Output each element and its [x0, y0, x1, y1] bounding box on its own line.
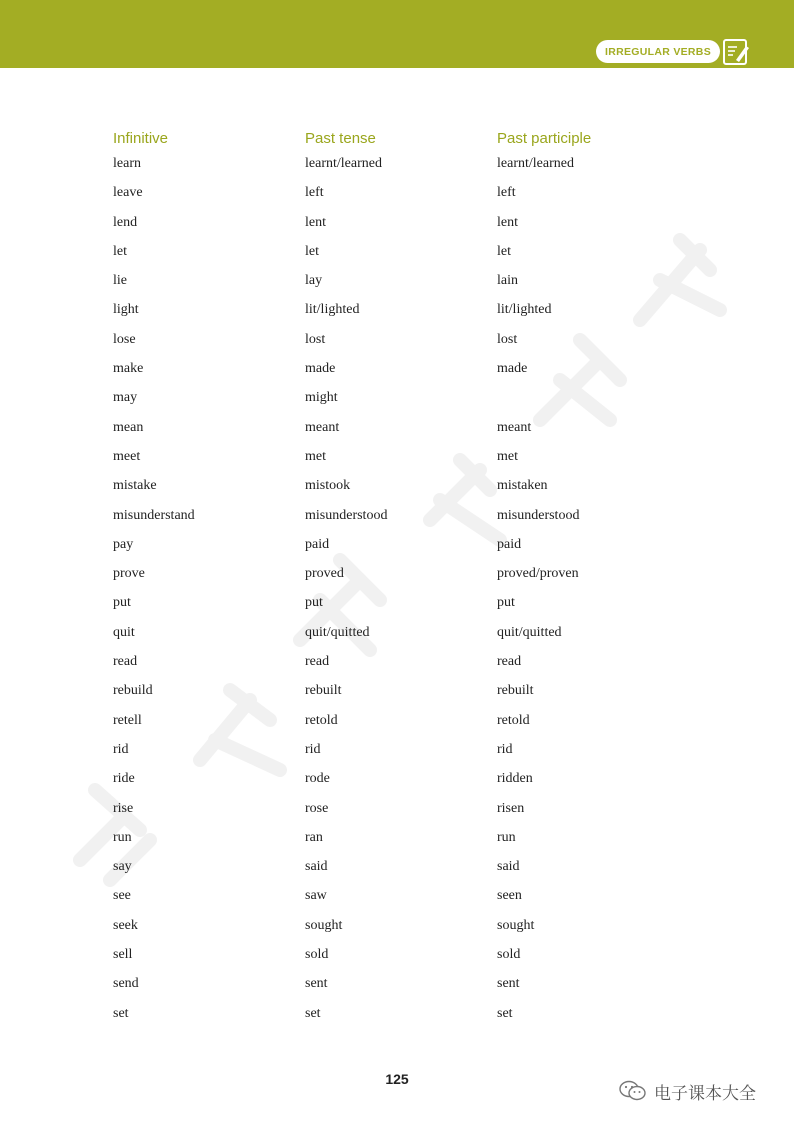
past-tense-cell: read [305, 654, 330, 670]
past-tense-cell: lay [305, 273, 323, 289]
past-tense-cell: said [305, 859, 328, 875]
past-participle-cell: let [497, 243, 511, 259]
infinitive-cell: rid [113, 741, 129, 757]
past-tense-cell: sent [305, 976, 328, 992]
past-participle-cell: left [497, 185, 516, 201]
infinitive-cell: run [113, 829, 132, 845]
infinitive-cell: seek [113, 917, 138, 933]
infinitive-cell: mean [113, 419, 144, 435]
past-participle-cell: lit/lighted [497, 302, 552, 318]
past-tense-cell: meant [305, 419, 340, 435]
infinitive-cell: send [113, 976, 139, 992]
infinitive-cell: prove [113, 566, 145, 582]
notebook-pencil-icon [722, 38, 750, 66]
infinitive-cell: retell [113, 712, 142, 728]
past-participle-cell: ridden [497, 771, 533, 787]
table-row [113, 566, 673, 595]
infinitive-cell: pay [113, 536, 134, 552]
past-participle-cell: retold [497, 712, 530, 728]
past-participle-cell: seen [497, 888, 522, 904]
infinitive-cell: see [113, 888, 131, 904]
column-header-infinitive: Infinitive [113, 130, 169, 147]
past-participle-cell: learnt/learned [497, 156, 574, 171]
past-tense-cell: lost [305, 331, 326, 347]
table-row [113, 625, 673, 654]
past-participle-cell: quit/quitted [497, 624, 562, 640]
past-tense-cell: rid [305, 741, 321, 757]
table-row [113, 361, 673, 390]
past-participle-cell: sent [497, 976, 520, 992]
past-participle-cell: set [497, 1005, 513, 1021]
infinitive-cell: set [113, 1005, 129, 1021]
table-row [113, 215, 673, 244]
column-header-past-tense: Past tense [305, 130, 376, 147]
table-row [113, 332, 673, 361]
past-participle-cell: said [497, 859, 520, 875]
table-row [113, 478, 673, 507]
table-row [113, 244, 673, 273]
past-tense-cell: paid [305, 536, 330, 552]
infinitive-cell: meet [113, 448, 141, 464]
past-participle-cell: rid [497, 741, 513, 757]
past-tense-cell: mistook [305, 478, 351, 494]
past-participle-cell: meant [497, 419, 532, 435]
infinitive-cell: say [113, 859, 132, 875]
infinitive-cell: misunderstand [113, 507, 195, 523]
past-tense-cell: ran [305, 829, 323, 845]
past-tense-cell: sold [305, 947, 329, 963]
table-row [113, 771, 673, 800]
past-tense-cell: let [305, 243, 319, 259]
table-row [113, 859, 673, 888]
infinitive-cell: lose [113, 331, 136, 347]
past-participle-cell: risen [497, 800, 525, 816]
infinitive-cell: lend [113, 214, 138, 230]
past-tense-cell: set [305, 1005, 321, 1021]
past-participle-cell: mistaken [497, 478, 548, 494]
source-credit [618, 1078, 756, 1104]
infinitive-cell: make [113, 361, 144, 377]
infinitive-cell: put [113, 595, 131, 611]
table-row [113, 595, 673, 624]
past-participle-cell: sought [497, 917, 535, 933]
page-number: 125 [385, 1071, 409, 1087]
table-row [113, 1006, 673, 1035]
infinitive-cell: light [113, 302, 139, 318]
infinitive-cell: lie [113, 273, 127, 289]
table-row [113, 683, 673, 712]
table-row [113, 537, 673, 566]
infinitive-cell: rise [113, 800, 134, 816]
past-participle-cell: read [497, 654, 522, 670]
past-tense-cell: sought [305, 917, 343, 933]
table-row [113, 830, 673, 859]
infinitive-cell: rebuild [113, 683, 153, 699]
past-tense-cell: met [305, 448, 326, 464]
past-tense-cell: rebuilt [305, 683, 342, 699]
wechat-icon [618, 1079, 648, 1103]
column-header-past-participle: Past participle [497, 130, 592, 147]
table-row [113, 420, 673, 449]
verb-rows [113, 156, 673, 1035]
past-tense-cell: lent [305, 214, 326, 230]
past-tense-cell: misunderstood [305, 507, 388, 523]
table-row [113, 918, 673, 947]
past-tense-cell: made [305, 361, 336, 377]
past-participle-cell: made [497, 361, 528, 377]
infinitive-cell: may [113, 390, 138, 406]
past-participle-cell: met [497, 448, 518, 464]
past-participle-cell: lent [497, 214, 518, 230]
infinitive-cell: sell [113, 947, 133, 963]
past-participle-cell: lost [497, 331, 518, 347]
table-row [113, 742, 673, 771]
table-row [113, 156, 673, 185]
past-participle-cell: sold [497, 947, 521, 963]
table-row [113, 713, 673, 742]
past-tense-cell: proved [305, 566, 344, 582]
credit-text: 电子课本大全 [654, 1083, 756, 1104]
past-tense-cell: lit/lighted [305, 302, 360, 318]
past-participle-cell: lain [497, 273, 518, 289]
table-row [113, 390, 673, 419]
past-tense-cell: put [305, 595, 323, 611]
past-tense-cell: retold [305, 712, 338, 728]
table-row [113, 273, 673, 302]
infinitive-cell: leave [113, 185, 143, 201]
past-participle-cell: rebuilt [497, 683, 534, 699]
table-row [113, 976, 673, 1005]
table-row [113, 654, 673, 683]
infinitive-cell: read [113, 654, 138, 670]
past-tense-cell: learnt/learned [305, 156, 382, 171]
past-tense-cell: saw [305, 888, 327, 904]
infinitive-cell: ride [113, 771, 135, 787]
section-label: IRREGULAR VERBS [596, 40, 720, 63]
table-row [113, 449, 673, 478]
infinitive-cell: let [113, 243, 127, 259]
past-participle-cell: put [497, 595, 515, 611]
past-tense-cell: might [305, 390, 338, 406]
table-row [113, 508, 673, 537]
infinitive-cell: mistake [113, 478, 157, 494]
table-row [113, 185, 673, 214]
past-tense-cell: quit/quitted [305, 624, 370, 640]
infinitive-cell: learn [113, 156, 141, 171]
table-row [113, 801, 673, 830]
infinitive-cell: quit [113, 624, 135, 640]
past-participle-cell: run [497, 829, 516, 845]
past-participle-cell: paid [497, 536, 522, 552]
past-tense-cell: rode [305, 771, 330, 787]
past-participle-cell: proved/proven [497, 566, 579, 582]
table-row [113, 888, 673, 917]
table-row [113, 302, 673, 331]
past-tense-cell: left [305, 185, 324, 201]
past-tense-cell: rose [305, 800, 329, 816]
table-row [113, 947, 673, 976]
past-participle-cell: misunderstood [497, 507, 580, 523]
